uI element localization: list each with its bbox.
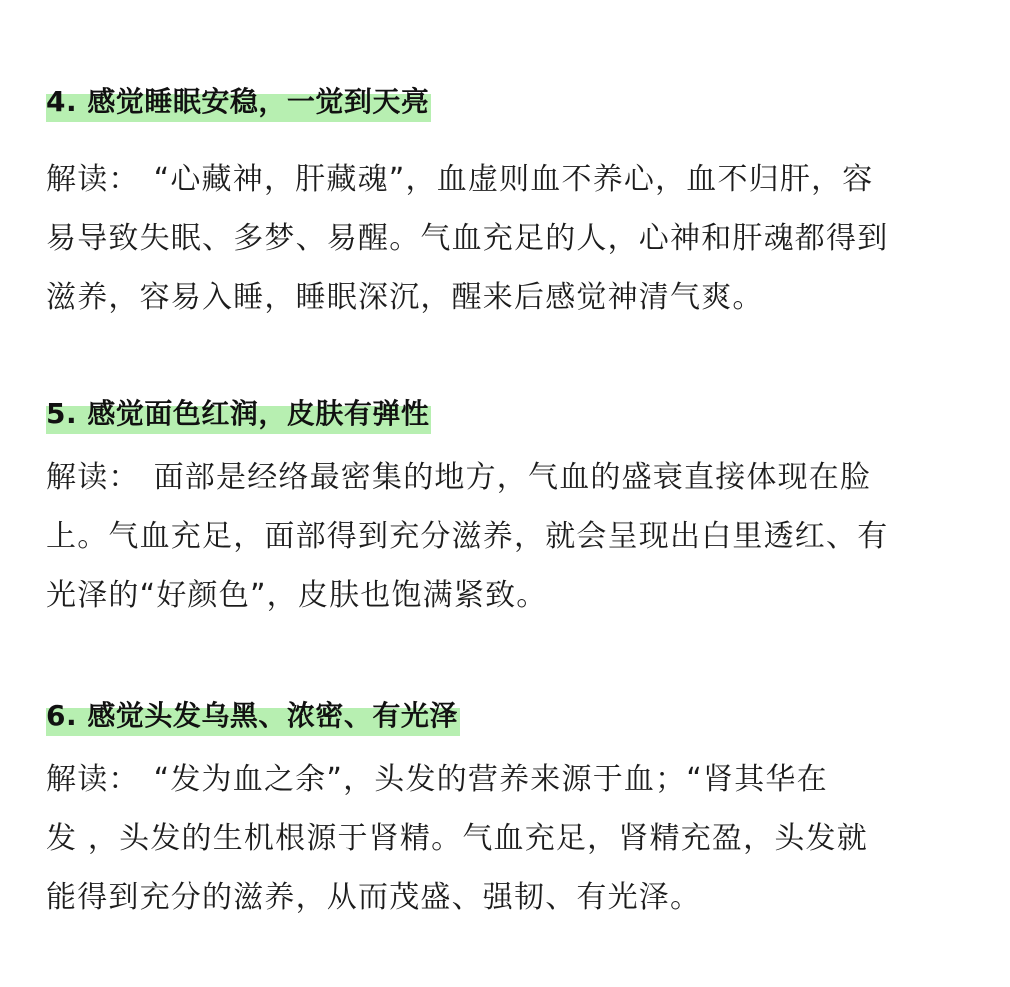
body-line: 滋养，容易入睡，睡眠深沉，醒来后感觉神清气爽。 [46,280,764,315]
interpretation-label: 解读： [46,460,140,495]
interpretation-label: 解读： [46,162,140,197]
body-line: 上。气血充足，面部得到充分滋养，就会呈现出白里透红、有 [46,519,889,554]
section-heading: 5. 感觉面色红润，皮肤有弹性 [46,394,431,434]
body-line: 易导致失眠、多梦、易醒。气血充足的人，心神和肝魂都得到 [46,221,889,256]
body-line: 发 ，头发的生机根源于肾精。气血充足，肾精充盈，头发就 [46,821,868,856]
section-heading: 4. 感觉睡眠安稳，一觉到天亮 [46,82,431,122]
body-line: 能得到充分的滋养，从而茂盛、强韧、有光泽。 [46,880,702,915]
section-heading: 6. 感觉头发乌黑、浓密、有光泽 [46,696,460,736]
body-line [46,448,966,507]
section-4 [46,82,966,327]
body-line-text: 面部是经络最密集的地方，气血的盛衰直接体现在脸 [153,460,872,495]
body-line-text: “心藏神，肝藏魂”，血虚则血不养心，血不归肝，容 [153,162,874,197]
body-line [46,750,966,809]
section-6 [46,696,966,927]
body-line: 光泽的“好颜色”，皮肤也饱满紧致。 [46,578,548,613]
section-5 [46,394,966,625]
body-line-text: “发为血之余”，头发的营养来源于血；“肾其华在 [153,762,828,797]
interpretation-label: 解读： [46,762,140,797]
body-line [46,150,966,209]
